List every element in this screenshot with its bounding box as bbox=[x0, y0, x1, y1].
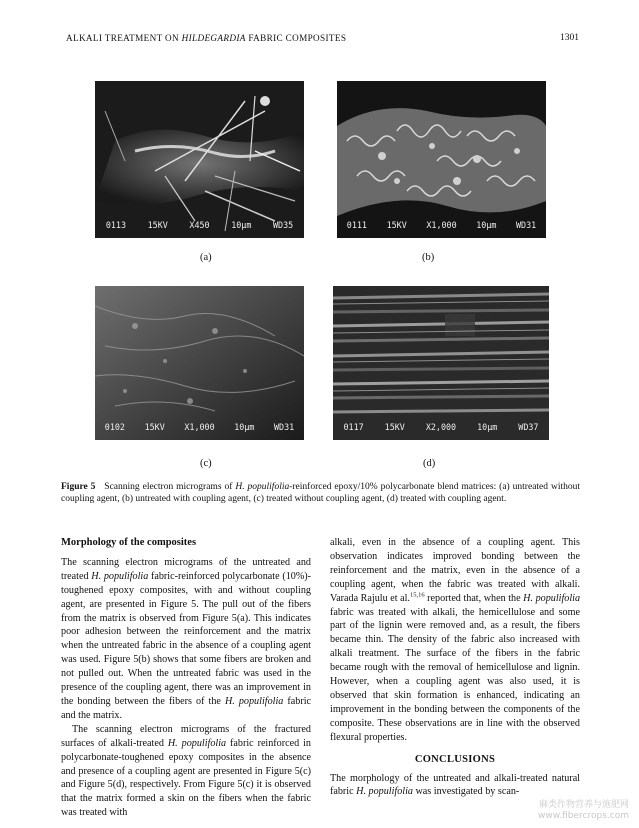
micrograph-c-label: (c) bbox=[200, 458, 212, 469]
conclusions-heading: CONCLUSIONS bbox=[414, 753, 496, 765]
watermark: 麻类作物营养与施肥网 www.fibercrops.com bbox=[538, 800, 629, 821]
micrograph-b bbox=[337, 81, 546, 238]
micrograph-a-label: (a) bbox=[200, 252, 212, 263]
micrograph-d bbox=[333, 286, 549, 440]
running-head: ALKALI TREATMENT ON HILDEGARDIA FABRIC COMPOSITES bbox=[66, 33, 347, 43]
micrograph-c-info: 0102 15KV X1,000 10μm WD31 bbox=[104, 422, 295, 432]
micrograph-a bbox=[95, 81, 304, 238]
micrograph-a-image bbox=[95, 81, 304, 238]
paragraph: The scanning electron micrograms of the untreated and treated H. populifolia fabric-reinforced polycarbonate (10%)-toughened epoxy composites, with and without coupling agent, are presented in Figure 5. The pull out of the fibers from the matrix is observed from Figure 5(a). This indicates poor adhesion between the reinforcement and the matrix when the untreated fabric in the absence of a coupling agent was used. Figure 5(b) shows that some fibers are broken and not pulled out. When the untreated fabric was used in the presence of the coupling agent, there was an improvement in the bonding between the fibers of the H. populifolia fabric and the matrix. bbox=[61, 556, 311, 721]
section-heading: Morphology of the composites bbox=[61, 537, 197, 548]
micrograph-d-info: 0117 15KV X2,000 10μm WD37 bbox=[343, 422, 539, 432]
paragraph: The morphology of the untreated and alkali-treated natural fabric H. populifolia was investigated by scan- bbox=[330, 772, 580, 798]
micrograph-a-info: 0113 15KV X450 10μm WD35 bbox=[105, 220, 294, 230]
micrograph-b-image bbox=[337, 81, 546, 238]
micrograph-b-info: 0111 15KV X1,000 10μm WD31 bbox=[346, 220, 537, 230]
micrograph-d-image bbox=[333, 286, 549, 440]
left-column bbox=[61, 536, 311, 820]
right-column bbox=[330, 536, 580, 799]
figure-caption: Figure 5 Scanning electron micrograms of H. populifolia-reinforced epoxy/10% polycarbonate blend matrices: (a) untreated without coupling agent, (b) untreated with coupling agent, (c) treated without coupling agent, (d) treated with coupling agent. bbox=[61, 482, 580, 504]
micrograph-c bbox=[95, 286, 304, 440]
micrograph-c-image bbox=[95, 286, 304, 440]
paragraph: The scanning electron micrograms of the fractured surfaces of alkali-treated H. populifolia fabric reinforced in polycarbonate-toughened epoxy composites in the absence and presence of a coupling agent are presented in Figure 5(c) and Figure 5(d), respectively. From Figure 5(c) it is observed that the matrix formed a skin on the fibers when the fabric was treated with bbox=[61, 723, 311, 819]
micrograph-b-label: (b) bbox=[422, 252, 435, 263]
micrograph-d-label: (d) bbox=[423, 458, 436, 469]
paragraph: alkali, even in the absence of a coupling agent. This observation indicates improved bonding between the reinforcement and the matrix, even in the absence of a coupling agent, when the fabric was treated with alkali. Varada Rajulu et al.$^{15,16}$ reported that, when the H. populifolia fabric was treated with alkali, the hemicellulose and some part of the lignin were removed and, as a result, the fibers became thin. The density of the fabric also increased with alkali treatment. The surface of the fibers in the fabric became rough with the removal of hemicellulose and lignin. However, when a coupling agent was also used, it is observed that skin formation is enhanced, indicating an improvement in the bonding between the components of the composite. These observations are in line with the observed flexural properties. bbox=[330, 537, 581, 743]
page-number: 1301 bbox=[560, 33, 579, 43]
